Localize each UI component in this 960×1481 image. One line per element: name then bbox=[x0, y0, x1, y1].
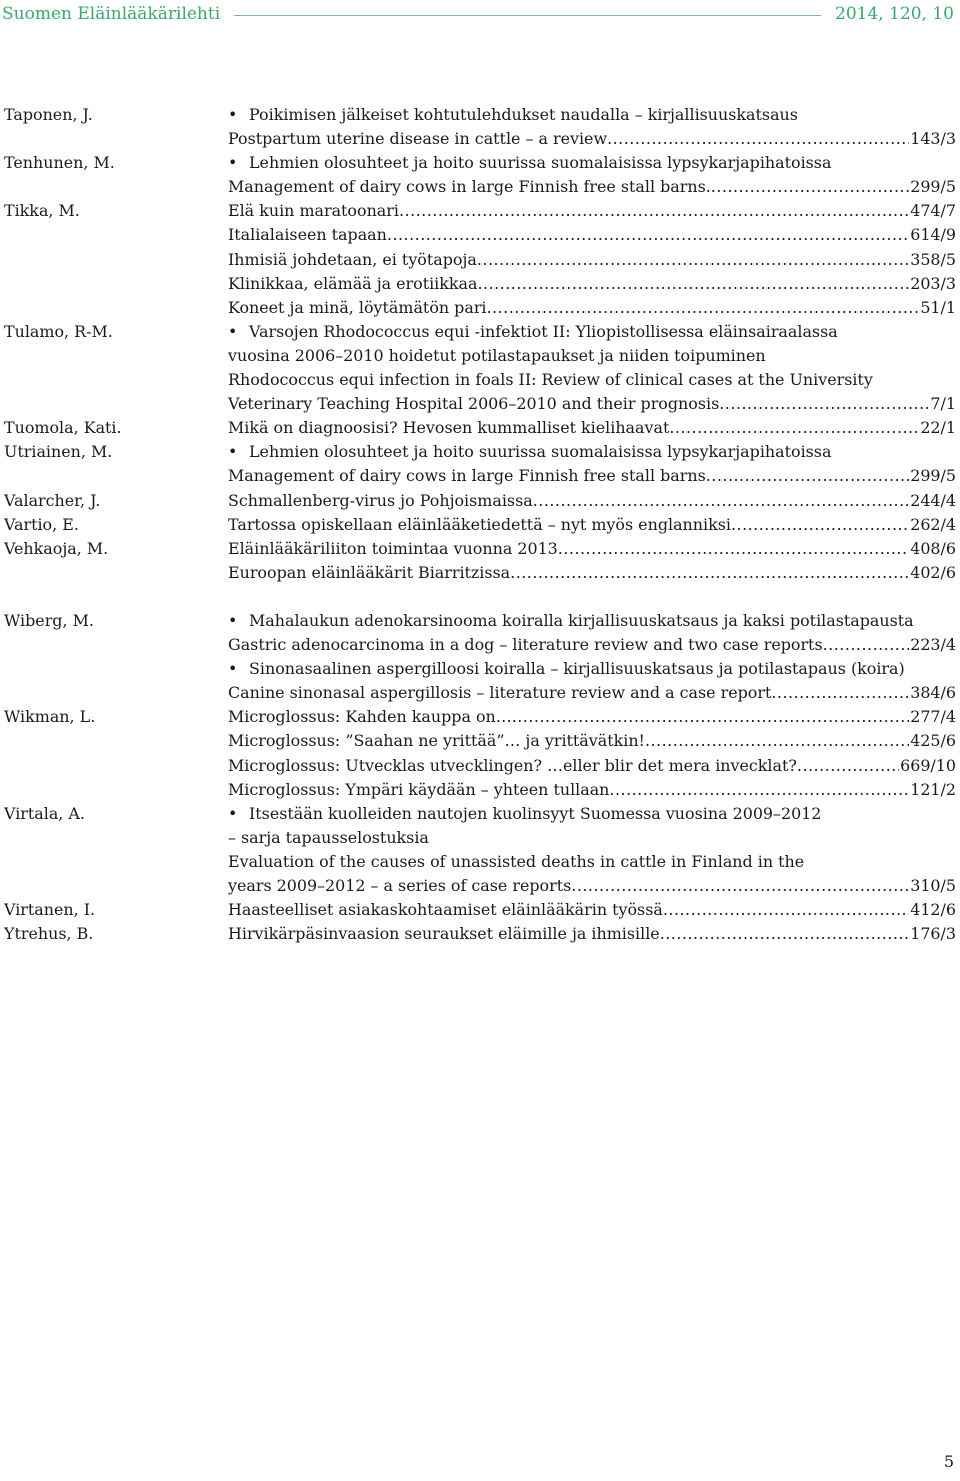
author-name: Vehkaoja, M. bbox=[4, 538, 109, 558]
entry-title: Canine sinonasal aspergillosis – literature review and a case report bbox=[228, 683, 772, 703]
page-reference: 425/6 bbox=[910, 731, 956, 751]
author-name: Tulamo, R-M. bbox=[4, 321, 113, 341]
page-reference: 299/5 bbox=[910, 466, 956, 486]
index-entry bbox=[228, 898, 956, 922]
author-entries bbox=[228, 440, 956, 488]
dot-leader bbox=[510, 561, 909, 585]
dot-leader bbox=[731, 513, 909, 537]
author-block bbox=[4, 440, 956, 488]
dot-leader bbox=[660, 922, 910, 946]
page-reference: 358/5 bbox=[910, 249, 956, 269]
author-name: Wikman, L. bbox=[4, 707, 96, 727]
dot-leader bbox=[399, 199, 909, 223]
entry-title: Microglossus: Utvecklas utvecklingen? …eller blir det mera invecklat? bbox=[228, 755, 797, 775]
entry-line bbox=[228, 272, 956, 296]
entry-title: Microglossus: Ympäri käydään – yhteen tullaan bbox=[228, 779, 610, 799]
author-entries bbox=[228, 151, 956, 199]
dot-leader bbox=[571, 874, 909, 898]
dot-leader bbox=[512, 705, 910, 729]
author-block bbox=[4, 705, 956, 801]
page-reference: 121/2 bbox=[910, 779, 956, 799]
entry-title: Elä kuin maratoonari bbox=[228, 201, 399, 221]
entry-line bbox=[228, 898, 956, 922]
index-entry bbox=[228, 440, 956, 488]
dot-leader bbox=[477, 272, 909, 296]
index-entry bbox=[228, 537, 956, 561]
author-block bbox=[4, 489, 956, 513]
entry-title: • Itsestään kuolleiden nautojen kuolinsyyt Suomessa vuosina 2009–2012 bbox=[228, 804, 821, 823]
entry-title: Ihmisiä johdetaan, ei työtapoja bbox=[228, 249, 477, 269]
page-reference: 7/1 bbox=[930, 394, 956, 414]
entry-title: Gastric adenocarcinoma in a dog – literature review and two case reports bbox=[228, 635, 823, 655]
entry-line bbox=[228, 657, 956, 681]
entry-line bbox=[228, 440, 956, 464]
entry-line bbox=[228, 199, 956, 223]
entry-title: • Lehmien olosuhteet ja hoito suurissa suomalaisissa lypsykarjapihatoissa bbox=[228, 153, 831, 172]
running-head bbox=[0, 2, 960, 28]
dot-leader bbox=[719, 392, 929, 416]
dot-leader bbox=[558, 537, 909, 561]
page-reference: 474/7 bbox=[910, 201, 956, 221]
dot-leader bbox=[533, 489, 909, 513]
entry-line bbox=[228, 223, 956, 247]
header-rule bbox=[225, 15, 835, 16]
page-reference: 277/4 bbox=[910, 707, 956, 727]
author-block bbox=[4, 320, 956, 416]
page-reference: 384/6 bbox=[910, 683, 956, 703]
author-entries bbox=[228, 199, 956, 319]
index-entry bbox=[228, 489, 956, 513]
entry-title: • Mahalaukun adenokarsinooma koiralla kirjallisuuskatsaus ja kaksi potilastapausta bbox=[228, 611, 914, 630]
entry-title: Klinikkaa, elämää ja erotiikkaa bbox=[228, 273, 478, 293]
author-block bbox=[4, 151, 956, 199]
entry-line bbox=[228, 344, 956, 368]
author-name: Tikka, M. bbox=[4, 201, 80, 221]
author-entries bbox=[228, 802, 956, 898]
dot-leader bbox=[609, 778, 909, 802]
author-name: Tenhunen, M. bbox=[4, 153, 115, 173]
entry-line bbox=[228, 754, 956, 778]
dot-leader bbox=[645, 729, 909, 753]
dot-leader bbox=[387, 223, 909, 247]
entry-line bbox=[228, 368, 956, 392]
author-name: Utriainen, M. bbox=[4, 442, 113, 462]
page-reference: 614/9 bbox=[910, 225, 956, 245]
entry-title: Veterinary Teaching Hospital 2006–2010 and their prognosis bbox=[228, 394, 720, 414]
entry-line bbox=[228, 705, 956, 729]
entry-line bbox=[228, 464, 956, 488]
author-block bbox=[4, 922, 956, 946]
issue-reference: 2014, 120, 10 bbox=[821, 2, 954, 26]
entry-title: Microglossus: Kahden kauppa on… bbox=[228, 707, 512, 727]
author-name: Tuomola, Kati. bbox=[4, 418, 122, 438]
entry-line bbox=[228, 778, 956, 802]
author-entries bbox=[228, 513, 956, 537]
entry-title: • Varsojen Rhodococcus equi -infektiot II: Yliopistollisessa eläinsairaalassa bbox=[228, 322, 838, 341]
index-entry bbox=[228, 729, 956, 753]
entry-line bbox=[228, 609, 956, 633]
index-entry bbox=[228, 778, 956, 802]
index-entry bbox=[228, 103, 956, 151]
author-block bbox=[4, 199, 956, 319]
entry-title: Italialaiseen tapaan bbox=[228, 225, 387, 245]
entry-title: Mikä on diagnoosisi? Hevosen kummalliset kielihaavat bbox=[228, 418, 670, 438]
author-name: Virtanen, I. bbox=[4, 900, 96, 920]
entry-title: Haasteelliset asiakaskohtaamiset eläinlääkärin työssä bbox=[228, 900, 663, 920]
entry-line bbox=[228, 561, 956, 585]
page-reference: 408/6 bbox=[910, 538, 956, 558]
entry-title: • Poikimisen jälkeiset kohtutulehdukset naudalla – kirjallisuuskatsaus bbox=[228, 105, 798, 124]
index-entry bbox=[228, 416, 956, 440]
author-block bbox=[4, 898, 956, 922]
entry-line bbox=[228, 416, 956, 440]
author-name: Vartio, E. bbox=[4, 514, 79, 534]
dot-leader bbox=[711, 175, 909, 199]
author-name: Taponen, J. bbox=[4, 105, 93, 124]
entry-line bbox=[228, 248, 956, 272]
entry-title: Eläinlääkäriliiton toimintaa vuonna 2013 bbox=[228, 538, 558, 558]
index-entry bbox=[228, 320, 956, 416]
index-entry bbox=[228, 754, 956, 778]
entry-title: Management of dairy cows in large Finnish free stall barns. bbox=[228, 177, 711, 197]
index-entry bbox=[228, 513, 956, 537]
entry-title: • Sinonasaalinen aspergilloosi koiralla – kirjallisuuskatsaus ja potilastapaus (koira) bbox=[228, 659, 905, 678]
author-entries bbox=[228, 103, 956, 151]
author-name: Virtala, A. bbox=[4, 803, 85, 823]
author-entries bbox=[228, 705, 956, 801]
author-block bbox=[4, 537, 956, 585]
entry-line bbox=[228, 850, 956, 874]
author-block bbox=[4, 103, 956, 151]
index-entry bbox=[228, 199, 956, 223]
entry-line bbox=[228, 537, 956, 561]
author-block bbox=[4, 513, 956, 537]
page-reference: 51/1 bbox=[920, 297, 956, 317]
page-reference: 669/10 bbox=[900, 755, 956, 775]
index-entry bbox=[228, 657, 956, 705]
index-entry bbox=[228, 223, 956, 247]
dot-leader bbox=[823, 633, 910, 657]
author-entries bbox=[228, 537, 956, 585]
author-entries bbox=[228, 489, 956, 513]
dot-leader bbox=[477, 248, 909, 272]
page-reference: 402/6 bbox=[910, 562, 956, 582]
index-entry bbox=[228, 248, 956, 272]
entry-title: Tartossa opiskellaan eläinlääketiedettä – nyt myös englanniksi bbox=[228, 514, 731, 534]
index-entry bbox=[228, 922, 956, 946]
author-block bbox=[4, 609, 956, 705]
page-number: 5 bbox=[943, 1452, 954, 1471]
author-name: Wiberg, M. bbox=[4, 610, 94, 630]
entry-title: Rhodococcus equi infection in foals II: Review of clinical cases at the University bbox=[228, 370, 873, 390]
entry-line bbox=[228, 874, 956, 898]
entry-title: • Lehmien olosuhteet ja hoito suurissa suomalaisissa lypsykarjapihatoissa bbox=[228, 442, 831, 461]
page-reference: 299/5 bbox=[910, 177, 956, 197]
dot-leader bbox=[771, 681, 909, 705]
entry-title: Koneet ja minä, löytämätön pari bbox=[228, 297, 487, 317]
entry-title: Schmallenberg-virus jo Pohjoismaissa bbox=[228, 490, 533, 510]
author-entries bbox=[228, 320, 956, 416]
author-block bbox=[4, 802, 956, 898]
page-reference: 143/3 bbox=[910, 129, 956, 149]
entry-line bbox=[228, 802, 956, 826]
entry-line bbox=[228, 175, 956, 199]
entry-line bbox=[228, 633, 956, 657]
entry-line bbox=[228, 922, 956, 946]
entry-title: Evaluation of the causes of unassisted deaths in cattle in Finland in the bbox=[228, 851, 805, 871]
index-entry bbox=[228, 151, 956, 199]
entry-line bbox=[228, 681, 956, 705]
author-name: Ytrehus, B. bbox=[4, 924, 94, 944]
entry-line bbox=[228, 826, 956, 850]
index-entry bbox=[228, 561, 956, 585]
page-reference: 223/4 bbox=[910, 635, 956, 655]
page-reference: 412/6 bbox=[910, 900, 956, 920]
dot-leader bbox=[663, 898, 909, 922]
index-entry bbox=[228, 705, 956, 729]
entry-line bbox=[228, 489, 956, 513]
author-entries bbox=[228, 898, 956, 922]
journal-title: Suomen Eläinlääkärilehti bbox=[2, 2, 234, 26]
page-reference: 203/3 bbox=[910, 273, 956, 293]
index-entry bbox=[228, 272, 956, 296]
dot-leader bbox=[797, 754, 899, 778]
index-entry bbox=[228, 296, 956, 320]
dot-leader bbox=[607, 127, 909, 151]
entry-title: Postpartum uterine disease in cattle – a review bbox=[228, 129, 608, 149]
entry-title: – sarja tapausselostuksia bbox=[228, 827, 429, 847]
author-entries bbox=[228, 609, 956, 705]
index-entry bbox=[228, 609, 956, 657]
index-entry bbox=[228, 802, 956, 898]
entry-line bbox=[228, 127, 956, 151]
page-reference: 244/4 bbox=[910, 490, 956, 510]
author-index bbox=[4, 103, 956, 946]
entry-title: Hirvikärpäsinvaasion seuraukset eläimille ja ihmisille bbox=[228, 924, 660, 944]
entry-line bbox=[228, 103, 956, 127]
author-entries bbox=[228, 416, 956, 440]
dot-leader bbox=[487, 296, 920, 320]
entry-line bbox=[228, 320, 956, 344]
entry-title: Management of dairy cows in large Finnish free stall barns bbox=[228, 466, 706, 486]
dot-leader bbox=[706, 464, 909, 488]
author-entries bbox=[228, 922, 956, 946]
entry-line bbox=[228, 392, 956, 416]
entry-title: Euroopan eläinlääkärit Biarritzissa bbox=[228, 562, 511, 582]
entry-title: Microglossus: ”Saahan ne yrittää”… ja yrittävätkin! bbox=[228, 731, 645, 751]
entry-line bbox=[228, 151, 956, 175]
entry-title: years 2009–2012 – a series of case reports bbox=[228, 876, 572, 895]
page-reference: 22/1 bbox=[920, 418, 956, 438]
entry-title: vuosina 2006–2010 hoidetut potilastapaukset ja niiden toipuminen bbox=[228, 345, 766, 365]
entry-line bbox=[228, 729, 956, 753]
entry-line bbox=[228, 296, 956, 320]
dot-leader bbox=[669, 416, 919, 440]
entry-line bbox=[228, 513, 956, 537]
author-block bbox=[4, 416, 956, 440]
author-name: Valarcher, J. bbox=[4, 490, 101, 510]
page-reference: 262/4 bbox=[910, 514, 956, 534]
page-reference: 310/5 bbox=[910, 876, 956, 895]
page-reference: 176/3 bbox=[910, 924, 956, 944]
